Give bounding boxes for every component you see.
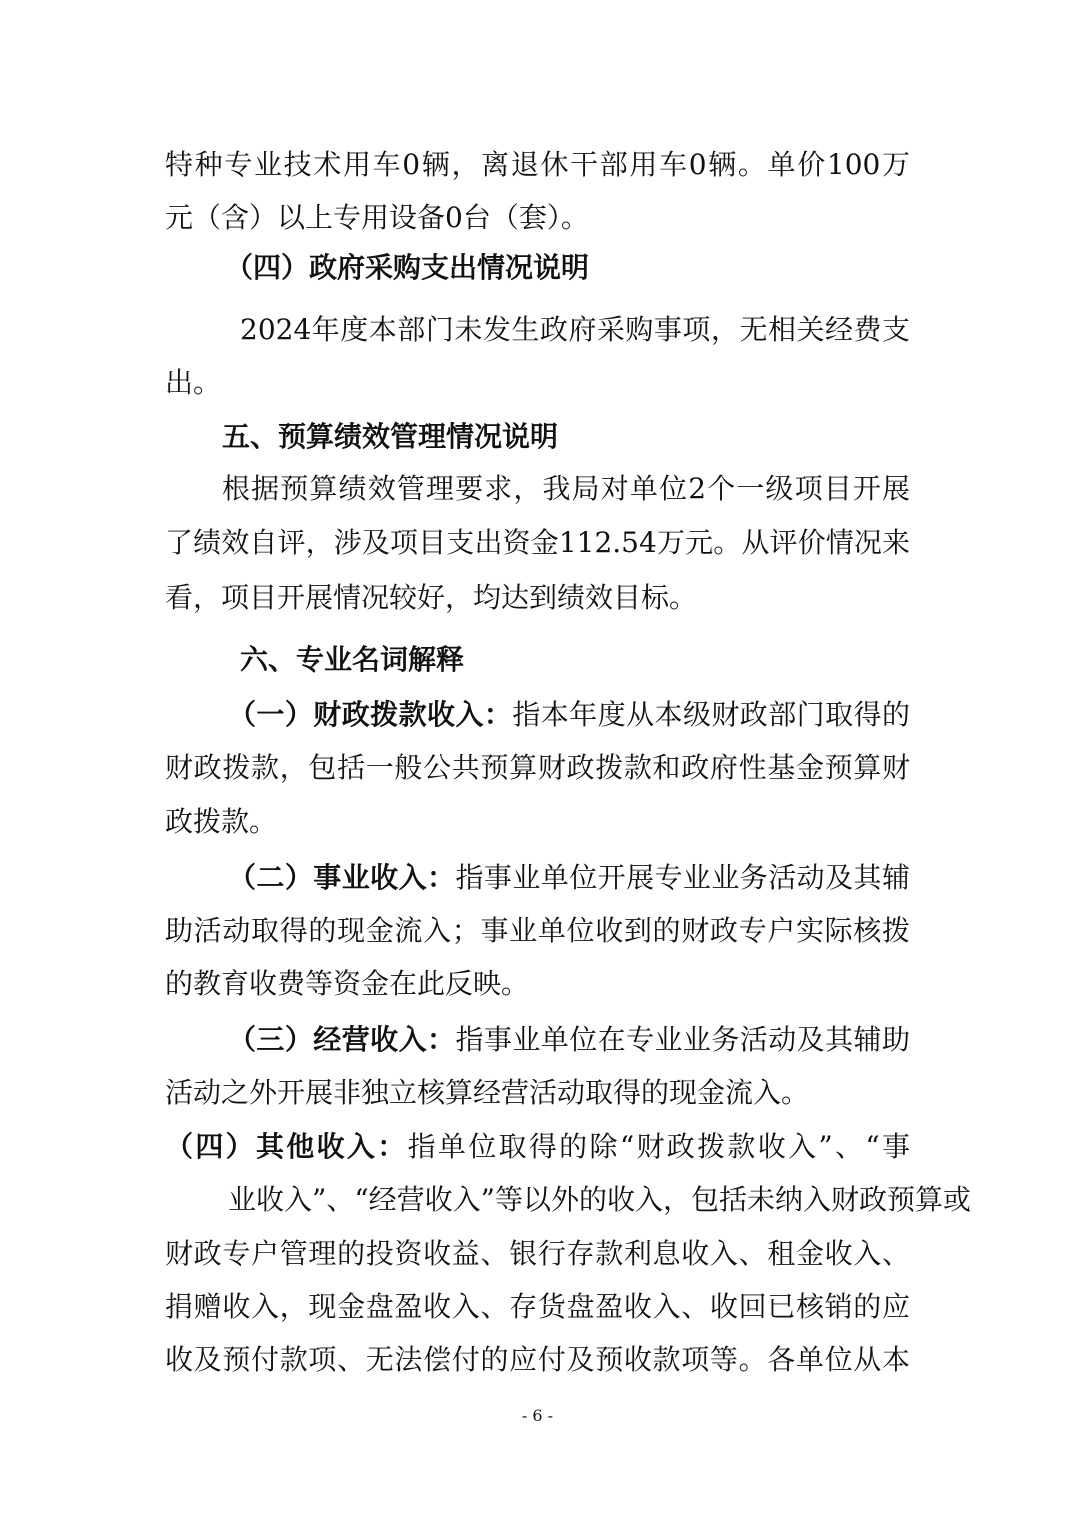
body-text: 的教育收费等资金在此反映。 <box>165 967 530 1000</box>
body-text: 财政专户管理的投资收益、银行存款利息收入、租金收入、 <box>165 1237 910 1270</box>
text-line <box>165 913 910 949</box>
body-text: 指单位取得的除“财政拨款收入”、“事 <box>407 1130 910 1163</box>
bold-heading: 五、预算绩效管理情况说明 <box>222 420 559 453</box>
text-line <box>165 750 910 786</box>
text-line <box>165 1075 910 1111</box>
text-line <box>165 1129 910 1165</box>
body-text: 捐赠收入，现金盘盈收入、存货盘盈收入、收回已核销的应 <box>165 1290 910 1323</box>
text-line <box>165 580 910 616</box>
bold-heading: （一）财政拨款收入： <box>228 698 513 731</box>
text-line <box>165 1342 910 1378</box>
bold-heading: （四）政府采购支出情况说明 <box>225 251 590 284</box>
body-text: 政拨款。 <box>165 805 278 838</box>
body-text: 特种专业技术用车0辆，离退休干部用车0辆。单价100万 <box>165 148 910 181</box>
body-text: 指事业单位开展专业业务活动及其辅 <box>455 861 910 894</box>
text-line <box>165 365 910 401</box>
text-line <box>240 312 910 348</box>
body-text: 2024年度本部门未发生政府采购事项，无相关经费支 <box>240 313 910 346</box>
text-line <box>228 860 910 896</box>
body-text: 根据预算绩效管理要求，我局对单位2个一级项目开展 <box>222 472 910 505</box>
text-line <box>240 642 910 678</box>
body-text: 出。 <box>165 366 222 399</box>
text-line <box>228 1182 971 1218</box>
body-text: 看，项目开展情况较好，均达到绩效目标。 <box>165 581 698 614</box>
bold-heading: （四）其他收入： <box>165 1130 408 1163</box>
text-line <box>222 471 910 507</box>
body-text: 业收入”、“经营收入”等以外的收入，包括未纳入财政预算或 <box>228 1183 971 1216</box>
text-line <box>228 697 910 733</box>
body-text: 活动之外开展非独立核算经营活动取得的现金流入。 <box>165 1076 810 1109</box>
text-line <box>165 525 910 561</box>
body-text: 指本年度从本级财政部门取得的 <box>512 698 910 731</box>
bold-heading: 六、专业名词解释 <box>240 643 465 676</box>
text-line <box>165 804 910 840</box>
text-line <box>165 200 910 236</box>
body-text: 元（含）以上专用设备0台（套）。 <box>165 201 589 234</box>
text-line <box>165 1236 910 1272</box>
body-text: 财政拨款，包括一般公共预算财政拨款和政府性基金预算财 <box>165 751 910 784</box>
bold-heading: （二）事业收入： <box>228 861 456 894</box>
text-line <box>165 966 910 1002</box>
text-line <box>225 250 910 286</box>
body-text: 助活动取得的现金流入；事业单位收到的财政专户实际核拨 <box>165 914 910 947</box>
text-line <box>165 147 910 183</box>
text-line <box>165 1289 910 1325</box>
page-number: - 6 - <box>521 1406 554 1425</box>
body-text: 了绩效自评，涉及项目支出资金112.54万元。从评价情况来 <box>165 526 910 559</box>
text-line <box>222 419 910 455</box>
text-line <box>228 1022 910 1058</box>
body-text: 收及预付款项、无法偿付的应付及预收款项等。各单位从本 <box>165 1343 910 1376</box>
body-text: 指事业单位在专业业务活动及其辅助 <box>455 1023 910 1056</box>
bold-heading: （三）经营收入： <box>228 1023 456 1056</box>
